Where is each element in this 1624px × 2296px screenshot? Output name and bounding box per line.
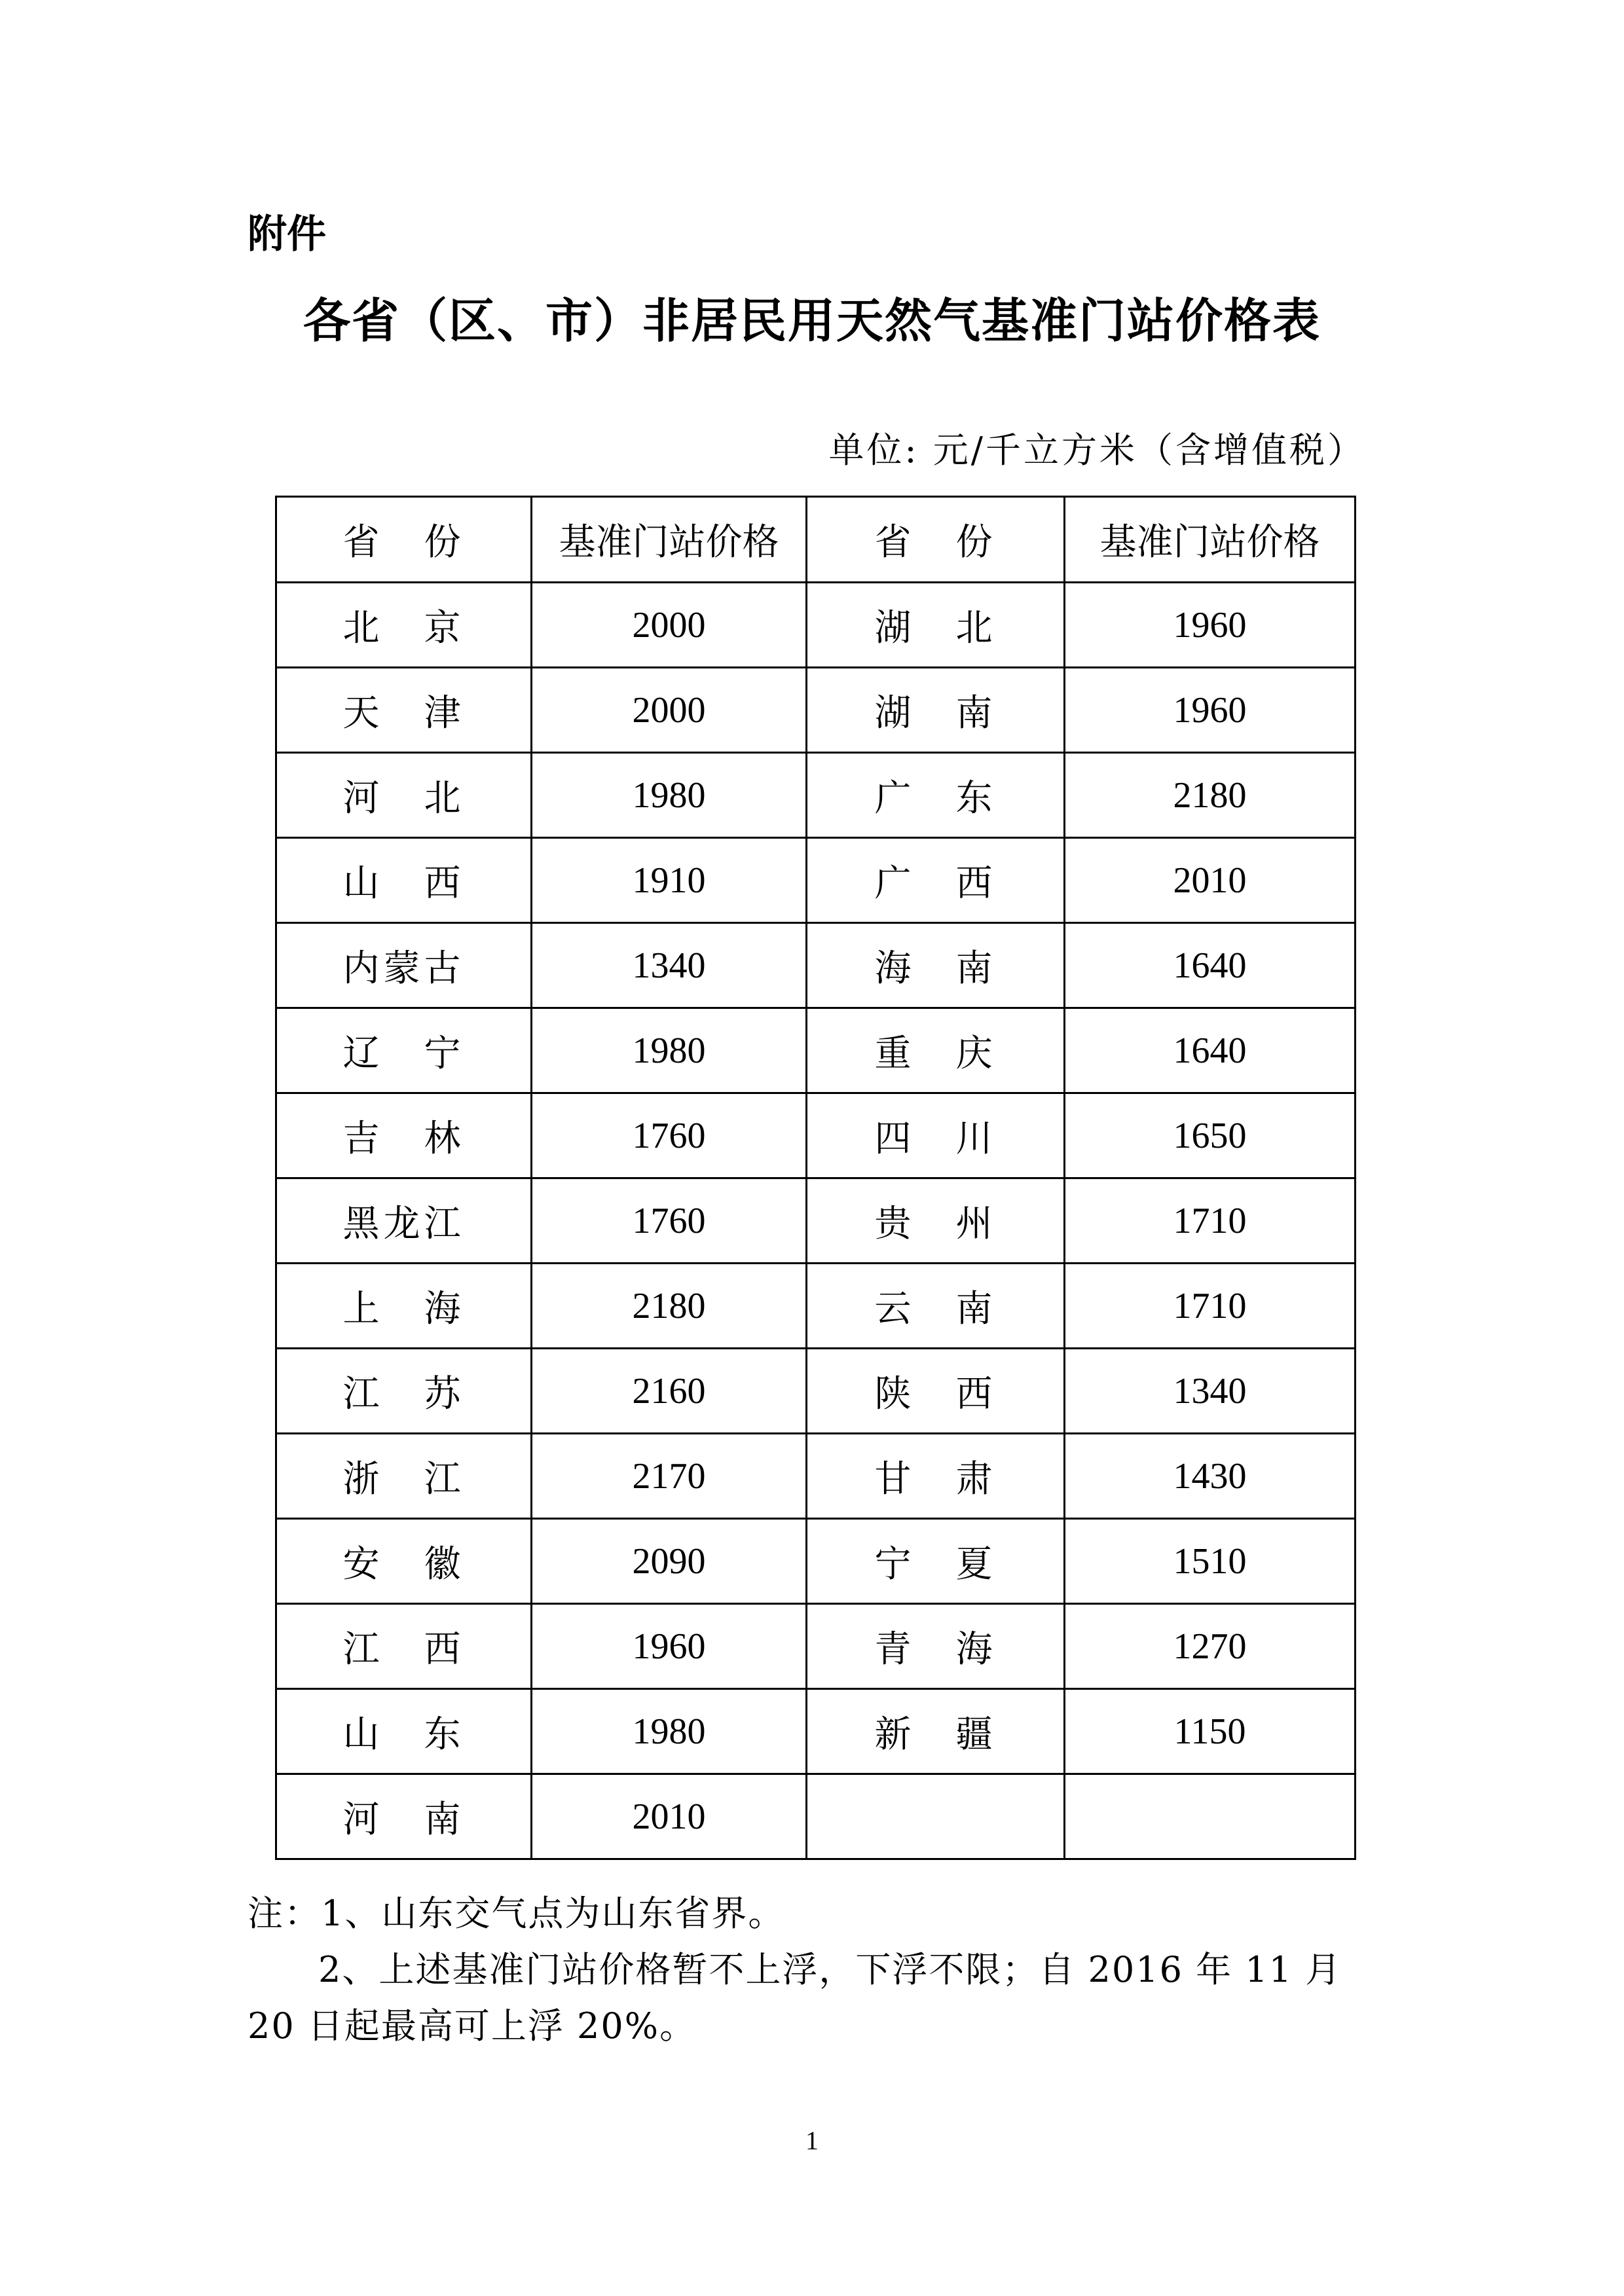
table-row bbox=[276, 668, 1356, 753]
province-cell: 山 东 bbox=[276, 1689, 532, 1774]
province-cell: 云 南 bbox=[807, 1264, 1065, 1349]
province-cell: 贵 州 bbox=[807, 1178, 1065, 1264]
price-cell: 1640 bbox=[1065, 923, 1356, 1008]
price-cell: 1960 bbox=[1065, 668, 1356, 753]
unit-note: 单位: 元/千立方米（含增值税） bbox=[828, 429, 1365, 471]
header-price-right: 基准门站价格 bbox=[1065, 497, 1356, 583]
province-cell: 辽 宁 bbox=[276, 1008, 532, 1093]
province-cell: 安 徽 bbox=[276, 1519, 532, 1604]
price-cell: 1650 bbox=[1065, 1093, 1356, 1178]
province-cell: 山 西 bbox=[276, 838, 532, 923]
price-cell: 2170 bbox=[532, 1434, 807, 1519]
table-row bbox=[276, 838, 1356, 923]
province-cell: 河 北 bbox=[276, 753, 532, 838]
price-cell: 1980 bbox=[532, 1689, 807, 1774]
note-1: 注：1、山东交气点为山东省界。 bbox=[248, 1893, 785, 1934]
table-row bbox=[276, 1774, 1356, 1859]
header-province-left: 省 份 bbox=[276, 497, 532, 583]
province-cell: 河 南 bbox=[276, 1774, 532, 1859]
price-cell: 1430 bbox=[1065, 1434, 1356, 1519]
province-cell: 江 苏 bbox=[276, 1349, 532, 1434]
province-cell: 甘 肃 bbox=[807, 1434, 1065, 1519]
province-cell: 内蒙古 bbox=[276, 923, 532, 1008]
province-cell: 湖 北 bbox=[807, 583, 1065, 668]
header-price-left: 基准门站价格 bbox=[532, 497, 807, 583]
table-header-row bbox=[276, 497, 1356, 583]
price-cell: 2180 bbox=[532, 1264, 807, 1349]
table-row bbox=[276, 1689, 1356, 1774]
price-cell bbox=[1065, 1774, 1356, 1859]
table-row bbox=[276, 1604, 1356, 1689]
table-row bbox=[276, 923, 1356, 1008]
price-cell: 1340 bbox=[532, 923, 807, 1008]
price-cell: 2000 bbox=[532, 668, 807, 753]
price-cell: 1710 bbox=[1065, 1264, 1356, 1349]
price-cell: 1510 bbox=[1065, 1519, 1356, 1604]
province-cell: 吉 林 bbox=[276, 1093, 532, 1178]
price-cell: 1340 bbox=[1065, 1349, 1356, 1434]
price-cell: 1910 bbox=[532, 838, 807, 923]
province-cell: 广 西 bbox=[807, 838, 1065, 923]
price-cell: 1960 bbox=[1065, 583, 1356, 668]
note-2: 2、上述基准门站价格暂不上浮，下浮不限；自 2016 年 11 月 20 日起最高可上浮 20%。 bbox=[248, 1949, 1342, 2047]
province-cell: 天 津 bbox=[276, 668, 532, 753]
province-cell: 湖 南 bbox=[807, 668, 1065, 753]
province-cell: 青 海 bbox=[807, 1604, 1065, 1689]
table-row bbox=[276, 1434, 1356, 1519]
province-cell: 江 西 bbox=[276, 1604, 532, 1689]
table-row bbox=[276, 1349, 1356, 1434]
price-cell: 1710 bbox=[1065, 1178, 1356, 1264]
price-cell: 2180 bbox=[1065, 753, 1356, 838]
price-cell: 1760 bbox=[532, 1093, 807, 1178]
table-row bbox=[276, 753, 1356, 838]
table-row bbox=[276, 583, 1356, 668]
price-cell: 2010 bbox=[532, 1774, 807, 1859]
province-cell: 浙 江 bbox=[276, 1434, 532, 1519]
document-title: 各省（区、市）非居民用天然气基准门站价格表 bbox=[303, 293, 1321, 348]
price-cell: 2090 bbox=[532, 1519, 807, 1604]
notes-section bbox=[248, 1886, 1380, 2054]
province-cell bbox=[807, 1774, 1065, 1859]
province-cell: 重 庆 bbox=[807, 1008, 1065, 1093]
province-cell: 广 东 bbox=[807, 753, 1065, 838]
price-table bbox=[275, 496, 1356, 1860]
table-row bbox=[276, 1178, 1356, 1264]
price-cell: 1760 bbox=[532, 1178, 807, 1264]
price-cell: 2000 bbox=[532, 583, 807, 668]
attachment-label: 附件 bbox=[248, 211, 326, 257]
table-row bbox=[276, 1264, 1356, 1349]
price-cell: 1980 bbox=[532, 1008, 807, 1093]
province-cell: 四 川 bbox=[807, 1093, 1065, 1178]
header-province-right: 省 份 bbox=[807, 497, 1065, 583]
table-row bbox=[276, 1519, 1356, 1604]
price-cell: 1960 bbox=[532, 1604, 807, 1689]
province-cell: 上 海 bbox=[276, 1264, 532, 1349]
province-cell: 宁 夏 bbox=[807, 1519, 1065, 1604]
price-cell: 2010 bbox=[1065, 838, 1356, 923]
province-cell: 黑龙江 bbox=[276, 1178, 532, 1264]
province-cell: 海 南 bbox=[807, 923, 1065, 1008]
price-cell: 1150 bbox=[1065, 1689, 1356, 1774]
province-cell: 新 疆 bbox=[807, 1689, 1065, 1774]
price-cell: 2160 bbox=[532, 1349, 807, 1434]
page-number: 1 bbox=[805, 2126, 819, 2155]
price-cell: 1980 bbox=[532, 753, 807, 838]
province-cell: 北 京 bbox=[276, 583, 532, 668]
table-row bbox=[276, 1093, 1356, 1178]
table-body bbox=[276, 583, 1356, 1859]
price-cell: 1640 bbox=[1065, 1008, 1356, 1093]
price-cell: 1270 bbox=[1065, 1604, 1356, 1689]
table-row bbox=[276, 1008, 1356, 1093]
province-cell: 陕 西 bbox=[807, 1349, 1065, 1434]
